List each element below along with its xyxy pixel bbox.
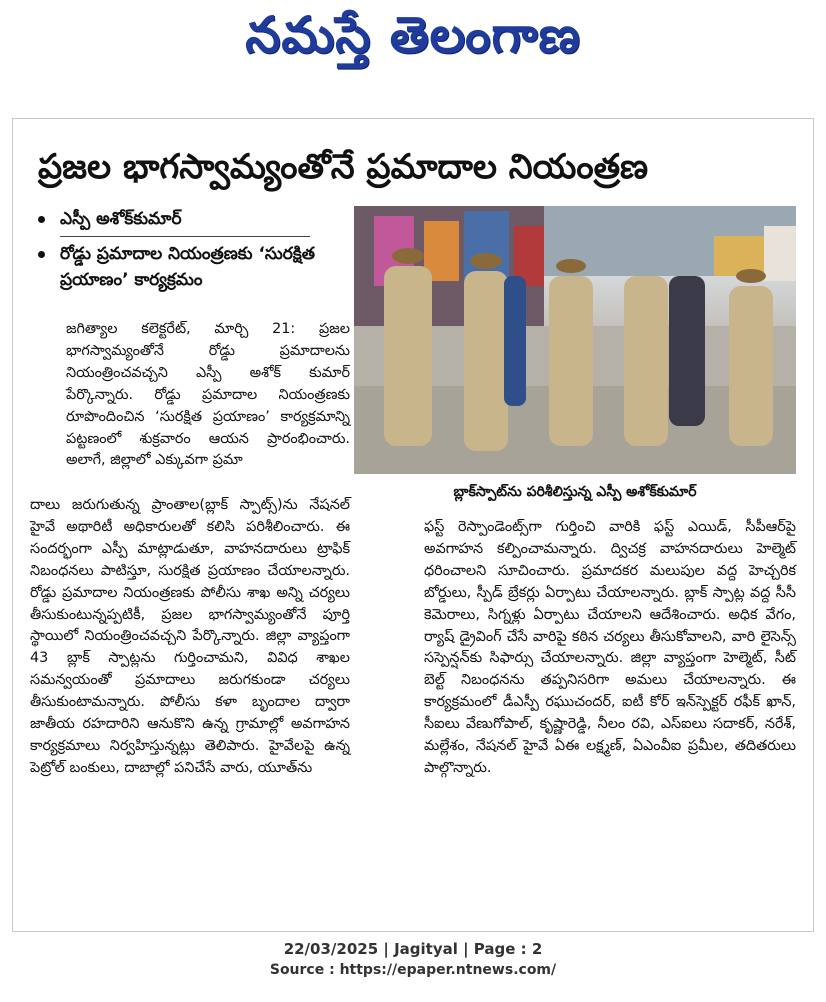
bullet-item (28, 206, 348, 232)
masthead (0, 0, 826, 80)
sub-headings (28, 206, 348, 293)
footer-source: Source : https://epaper.ntnews.com/ (269, 962, 557, 978)
divider (60, 236, 310, 237)
footer-date-edition: 22/03/2025 | Jagityal | Page : 2 (283, 940, 543, 958)
bullet-icon (38, 216, 45, 223)
article-column-1-bottom: దాలు జరుగుతున్న ప్రాంతాల(బ్లాక్‌ స్పాట్స్‌)ను నేషనల్‌ హైవే అథారిటీ అధికారులతో కలిసి పరిశీలించారు. ఈ సందర్భంగా ఎస్పీ మాట్లాడుతూ, వాహనదారులు ట్రాఫిక్‌ నిబంధనలు పాటిస్తూ, సురక్షిత ప్రయాణం చేయాలన్నారు. రోడ్డు ప్రమాదాల నియంత్రణకు పోలీసు శాఖ అన్ని చర్యలు తీసుకుంటున్నప్పటికీ, ప్రజల భాగస్వామ్యంతోనే పూర్తి స్థాయిలో నియంత్రించవచ్చని పేర్కొన్నారు. జిల్లా వ్యాప్తంగా 43 బ్లాక్‌ స్పాట్లను గుర్తించామని, వివిధ శాఖల సమన్వయంతో ప్రమాదాలు జరుగకుండా చర్యలు తీసుకుంటామన్నారు. పోలీసు కళా బృందాల ద్వారా జాతీయ రహదారిని ఆనుకొని ఉన్న గ్రామాల్లో అవగాహన కార్యక్రమాలు నిర్వహిస్తున్నట్లు తెలిపారు. హైవేలపై ఉన్న పెట్రోల్‌ బంకులు, దాబాల్లో పనిచేసే వారు, యూత్‌ను (30, 497, 350, 776)
bullet-icon (38, 251, 45, 258)
police-officers-photo (354, 206, 796, 474)
masthead-title: నమస్తే తెలంగాణ (245, 6, 581, 64)
article-column-2: ఫస్ట్‌ రెస్పాండెంట్స్‌గా గుర్తించి వారికి ఫస్ట్‌ ఎయిడ్‌, సీపీఆర్‌పై అవగాహన కల్పించామన్నారు. ద్విచక్ర వాహనదారులు హెల్మెట్‌ ధరించాలని సూచించారు. ప్రమాదకర మలుపుల వద్ద హెచ్చరిక బోర్డులు, స్పీడ్‌ బ్రేకర్లు ఏర్పాటు చేయాలన్నారు. బ్లాక్‌ స్పాట్ల వద్ద సీసీ కెమెరాలు, సిగ్నళ్లు ఏర్పాటు చేయాలని ఆదేశించారు. అధిక వేగం, ర్యాష్‌ డ్రైవింగ్‌ చేసే వారిపై కఠిన చర్యలు తీసుకోవాలని, వారి లైసెన్స్‌ సస్పెన్షన్‌కు సిఫార్సు చేయాలన్నారు. జిల్లా వ్యాప్తంగా హెల్మెట్‌, సీట్‌ బెల్ట్‌ నిబంధనను తప్పనిసరిగా అమలు చేయాలన్నారు. ఈ కార్యక్రమంలో డీఎస్పీ రఘుచందర్‌, ఐటీ కోర్‌ ఇన్‌స్పెక్టర్‌ రఫీక్‌ ఖాన్‌, సీఐలు వేణుగోపాల్‌, కృష్ణారెడ్డి, నీలం రవి, ఎస్‌ఐలు సదాకర్‌, నరేశ్‌, మల్లేశం, నేషనల్‌ హైవే ఏఈ లక్ష్మణ్‌, ఏఎంవీఐ ప్రమీల, తదితరులు పాల్గొన్నారు. (424, 519, 796, 776)
bullet-text: ఎస్పీ అశోక్‌కుమార్ (60, 209, 182, 229)
photo-caption: బ్లాక్‌స్పాట్‌ను పరిశీలిస్తున్న ఎస్పీ అశోక్‌కుమార్ (453, 484, 697, 500)
bullet-text: రోడ్డు ప్రమాదాల నియంత్రణకు ‘సురక్షిత ప్రయాణం’ కార్యక్రమం (60, 244, 315, 290)
bullet-item (28, 241, 348, 293)
article-column-1-top: జగిత్యాల కలెక్టరేట్‌, మార్చి 21: ప్రజల భాగస్వామ్యంతోనే రోడ్డు ప్రమాదాలను నియంత్రించవచ్చని ఎస్పీ అశోక్‌ కుమార్‌ పేర్కొన్నారు. రోడ్డు ప్రమాదాల నియంత్రణకు రూపొందించిన ‘సురక్షిత ప్రయాణం’ కార్యక్రమాన్ని పట్టణంలో శుక్రవారం ఆయన ప్రారంభించారు. అలాగే, జిల్లాలో ఎక్కువగా ప్రమా (66, 321, 350, 469)
headline: ప్రజల భాగస్వామ్యంతోనే ప్రమాదాల నియంత్రణ (38, 147, 649, 187)
news-photo (354, 206, 796, 474)
